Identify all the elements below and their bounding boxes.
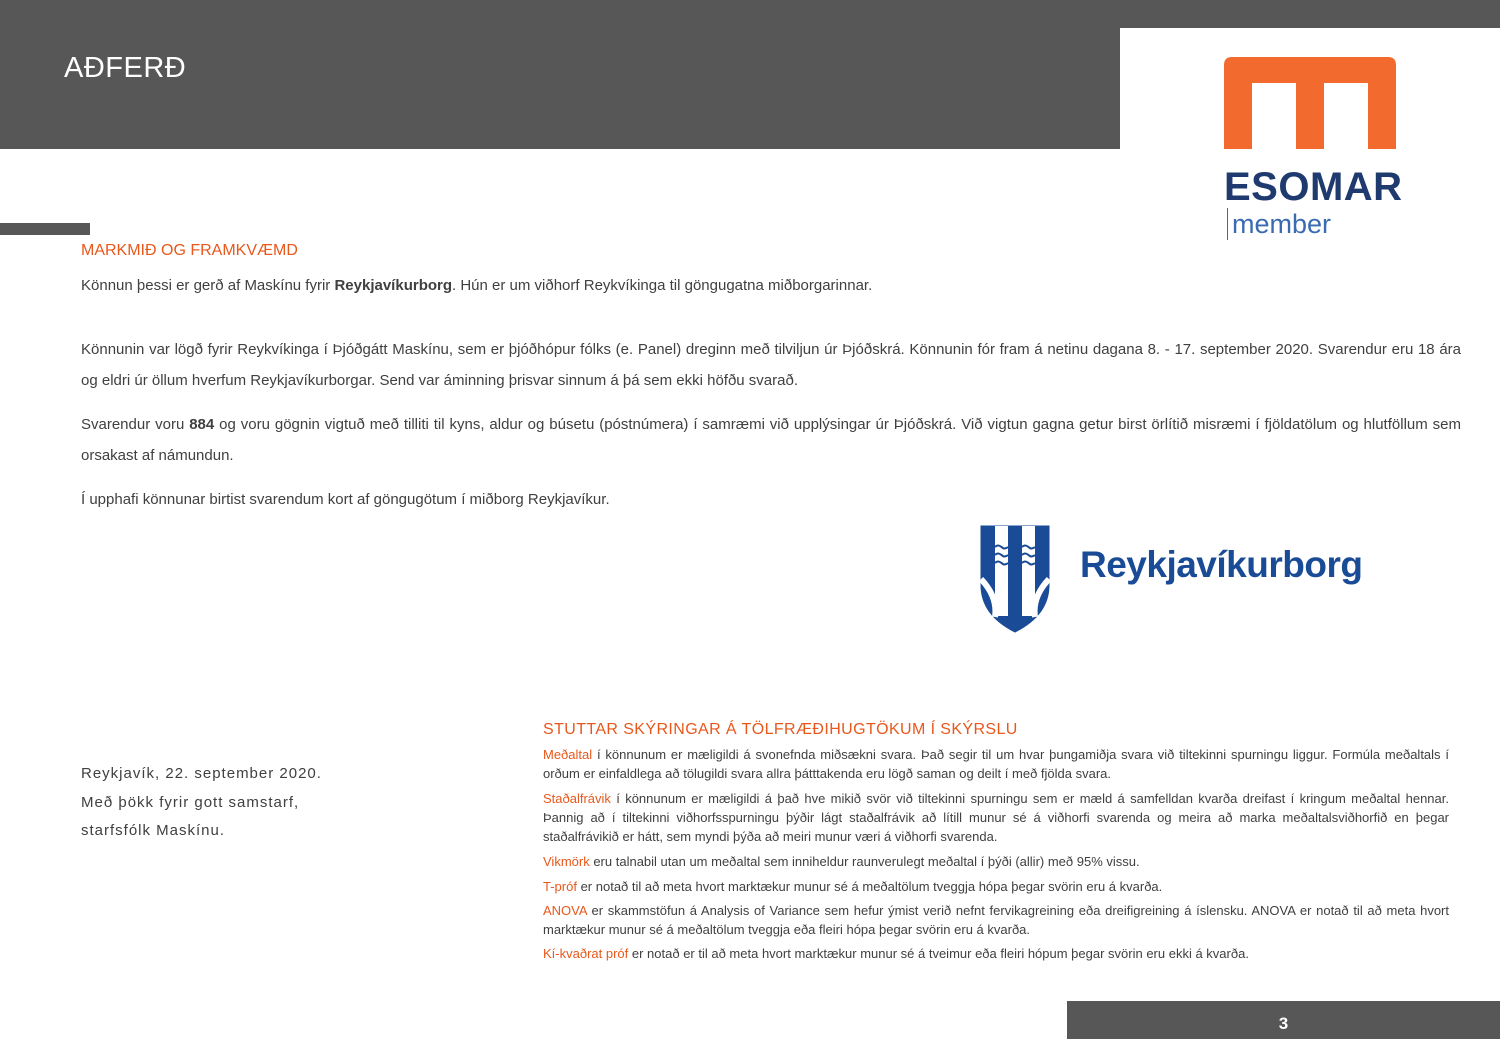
closing-signature <box>81 760 322 846</box>
definition-text: er skammstöfun á Analysis of Variance sem hefur ýmist verið nefnt fervikagreining eða dreifigreining á íslensku. ANOVA er notað til að meta hvort marktækur munur sé á meðaltölum tveggja eða fleiri hópa þegar svörin eru á kvarða. <box>543 903 1449 937</box>
section-heading-definitions: STUTTAR SKÝRINGAR Á TÖLFRÆÐIHUGTÖKUM Í SKÝRSLU <box>543 721 1018 738</box>
footer-bar <box>1067 1001 1500 1039</box>
paragraph-intro-text: Könnun þessi er gerð af Maskínu fyrir <box>81 277 335 294</box>
definition-text: í könnunum er mæligildi á svonefnda miðsækni svara. Það segir til um hvar þungamiðja svara við tiltekinni spurningu liggur. Formúla meðaltals í orðum er einfaldlega að tölugildi svara allra þátttakenda eru lögð saman og deilt í með fjölda svara. <box>543 747 1449 781</box>
paragraph-intro-text-end: . Hún er um viðhorf Reykvíkinga til göngugatna miðborgarinnar. <box>452 277 873 294</box>
definition-item <box>543 789 1449 846</box>
definition-item <box>543 877 1449 896</box>
definition-term: Staðalfrávik <box>543 791 611 806</box>
paragraph-respondents <box>81 409 1461 471</box>
definition-term: ANOVA <box>543 903 587 918</box>
paragraph-map-note: Í upphafi könnunar birtist svarendum kort af göngugötum í miðborg Reykjavíkur. <box>81 491 610 508</box>
definition-term: Kí-kvaðrat próf <box>543 946 629 961</box>
page-number: 3 <box>1278 1014 1289 1033</box>
paragraph-intro <box>81 270 1461 301</box>
closing-date: Reykjavík, 22. september 2020. <box>81 765 322 782</box>
definition-item <box>543 944 1449 963</box>
esomar-member-label: member <box>1227 208 1331 240</box>
esomar-arch-icon <box>1224 57 1396 149</box>
page-title: AÐFERÐ <box>64 52 187 84</box>
section-heading-markmid: MARKMIÐ OG FRAMKVÆMD <box>81 242 298 259</box>
reykjavik-wordmark: Reykjavíkurborg <box>1080 544 1363 585</box>
definition-item <box>543 745 1449 783</box>
definition-term: T-próf <box>543 879 577 894</box>
definition-item <box>543 852 1449 871</box>
accent-bar <box>0 223 90 235</box>
esomar-logo <box>1120 28 1500 258</box>
definition-text: er notað til að meta hvort marktækur munur sé á meðaltölum tveggja hópa þegar svörin eru á kvarða. <box>576 879 1163 894</box>
paragraph-respondents-text-end: og voru gögnin vigtuð með tilliti til kyns, aldur og búsetu (póstnúmera) í samræmi við upplýsingar úr Þjóðskrá. Við vigtun gagna getur birst örlítið misræmi í fjöldatölum og hlutföllum sem orsakast af námundun. <box>81 416 1461 464</box>
client-name: Reykjavíkurborg <box>334 277 453 294</box>
paragraph-respondents-text: Svarendur voru <box>81 416 190 433</box>
respondent-count: 884 <box>189 416 215 433</box>
closing-sender: starfsfólk Maskínu. <box>81 822 226 839</box>
definition-item <box>543 901 1449 939</box>
definition-term: Vikmörk <box>543 854 590 869</box>
reykjavik-shield-icon <box>980 525 1050 633</box>
closing-thanks: Með þökk fyrir gott samstarf, <box>81 793 300 811</box>
esomar-wordmark: ESOMAR <box>1224 165 1403 209</box>
definition-term: Meðaltal <box>543 747 593 762</box>
definition-text: eru talnabil utan um meðaltal sem inniheldur raunverulegt meðaltal í þýði (allir) með 95% vissu. <box>589 854 1140 869</box>
paragraph-method: Könnunin var lögð fyrir Reykvíkinga í Þjóðgátt Maskínu, sem er þjóðhópur fólks (e. Panel) dreginn með tilviljun úr Þjóðskrá. Könnunin fór fram á netinu dagana 8. - 17. september 2020. Svarendur eru 18 ára og eldri úr öllum hverfum Reykjavíkurborgar. Send var áminning þrisvar sinnum á þá sem ekki höfðu svarað. <box>81 341 1461 389</box>
definition-text: í könnunum er mæligildi á það hve mikið svör við tiltekinni spurningu sem er mæld á samfelldan kvarða dreifast í kringum meðaltal hennar. Þannig að í tiltekinni viðhorfsspurningu þýðir lágt staðalfrávik að lítill munur sé á viðhorfi svarenda og meira að marka meðaltalsviðhorfið en þegar staðalfrávikið er hátt, sem myndi þýða að meiri munur væri á viðhorfi svarenda. <box>543 791 1449 844</box>
definition-text: er notað er til að meta hvort marktækur munur sé á tveimur eða fleiri hópum þegar svörin eru ekki á kvarða. <box>628 946 1249 961</box>
